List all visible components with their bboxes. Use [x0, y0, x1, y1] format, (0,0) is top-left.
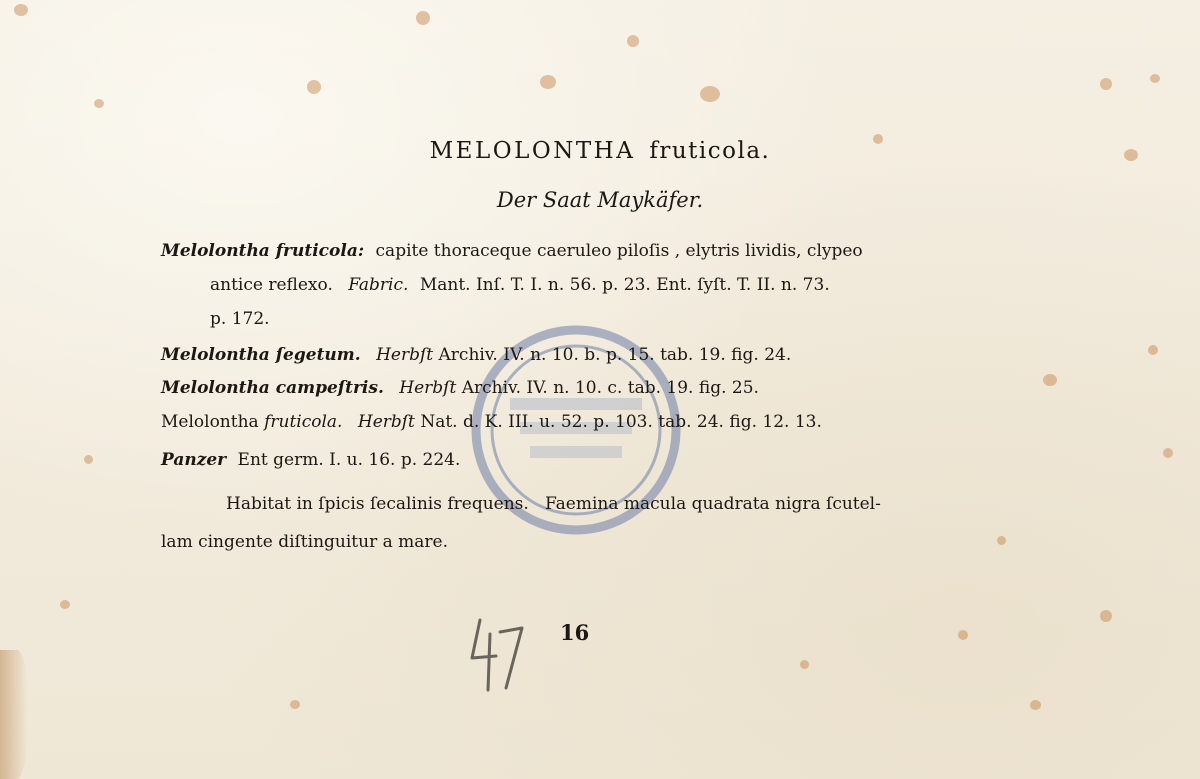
title-genus: MELOLONTHA [429, 138, 636, 164]
handwritten-number-47 [466, 612, 526, 694]
description-diagnosis-cont: antice reflexo. [210, 275, 333, 295]
foxing-spot [1150, 74, 1160, 83]
foxing-spot [60, 600, 70, 609]
description-line-2 [210, 277, 830, 294]
description-line-1 [161, 243, 863, 260]
synonym-line [161, 452, 460, 469]
habitat-line-2: lam cingente diſtinguitur a mare. [161, 532, 448, 552]
foxing-spot [1043, 374, 1057, 386]
foxing-spot [1148, 345, 1158, 355]
synonym-author: Herbſt [399, 378, 457, 398]
foxing-spot [800, 660, 809, 669]
page-number: 16 [560, 620, 590, 645]
foxing-spot [1100, 78, 1112, 90]
foxing-spot [627, 35, 639, 47]
description-reference-cont: p. 172. [210, 309, 270, 329]
description-diagnosis: capite thoraceque caeruleo piloſis , elytris lividis, clypeo [375, 241, 863, 261]
foxing-spot [1030, 700, 1041, 710]
foxing-spot [958, 630, 968, 640]
synonym-reference: Ent germ. I. u. 16. p. 224. [237, 450, 461, 470]
description-reference: Mant. Inſ. T. I. n. 56. p. 23. Ent. ſyſt. T. II. n. 73. [419, 275, 830, 295]
page-title [0, 138, 1200, 164]
foxing-spot [700, 86, 720, 102]
page-subtitle: Der Saat Maykäfer. [496, 188, 704, 212]
foxing-spot [1163, 448, 1173, 458]
synonym-reference: Archiv. IV. n. 10. b. p. 15. tab. 19. fig. 24. [438, 345, 792, 365]
synonym-name: Melolontha campeſtris. [161, 378, 384, 398]
foxing-spot [94, 99, 104, 108]
synonym-line [161, 347, 791, 364]
description-author: Fabric. [348, 275, 409, 295]
synonym-name-plain: Melolontha [161, 412, 259, 432]
synonym-author: Herbſt [357, 412, 415, 432]
foxing-spot [84, 455, 93, 464]
foxing-spot [416, 11, 430, 25]
synonym-reference: Archiv. IV. n. 10. c. tab. 19. fig. 25. [461, 378, 759, 398]
description-line-3 [210, 311, 270, 328]
title-species: fruticola. [649, 138, 771, 164]
synonym-line [161, 380, 759, 397]
foxing-spot [1100, 610, 1112, 622]
synonym-line [161, 414, 822, 431]
habitat-line-1: Habitat in ſpicis ſecalinis frequens. Faemina macula quadrata nigra ſcutel- [226, 494, 881, 514]
synonym-author: Herbſt [376, 345, 434, 365]
synonym-name: Panzer [161, 450, 227, 470]
synonym-reference: Nat. d. K. III. u. 52. p. 103. tab. 24. fig. 12. 13. [420, 412, 822, 432]
synonym-name: Melolontha ſegetum. [161, 345, 361, 365]
edge-stain [0, 650, 28, 779]
foxing-spot [540, 75, 556, 89]
foxing-spot [997, 536, 1006, 545]
description-species-name: Melolontha fruticola: [161, 241, 365, 261]
foxing-spot [290, 700, 300, 709]
foxing-spot [307, 80, 321, 94]
foxing-spot [14, 4, 28, 16]
synonym-name-italic: fruticola. [264, 412, 343, 432]
